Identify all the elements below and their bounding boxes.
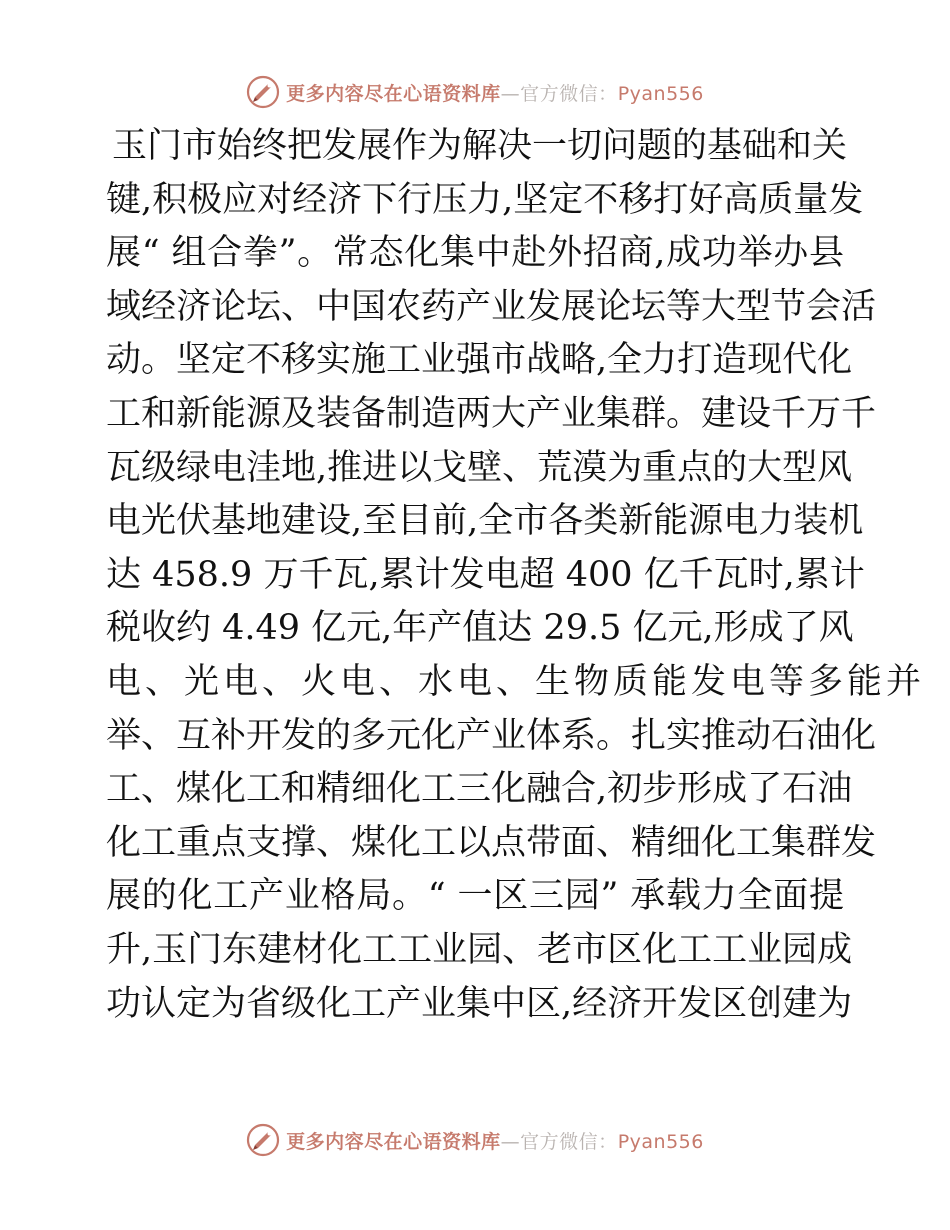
text-line: 税收约 4.49 亿元,年产值达 29.5 亿元,形成了风 [106, 608, 854, 649]
text-line: 达 458.9 万千瓦,累计发电超 400 亿千瓦时,累计 [106, 554, 865, 595]
main-paragraph [0, 120, 950, 1031]
text-line: 举、互补开发的多元化产业体系。扎实推动石油化 [106, 715, 877, 756]
banner-main-text: 更多内容尽在心语资料库 [286, 1130, 501, 1153]
brand-logo-icon [246, 1123, 280, 1157]
text-line: 动。坚定不移实施工业强市战略,全力打造现代化 [106, 340, 853, 381]
banner-wechat-label: 官方微信： [520, 82, 618, 105]
text-line: 化工重点支撑、煤化工以点带面、精细化工集群发 [106, 822, 877, 863]
text-line: 展的化工产业格局。“ 一区三园” 承载力全面提 [106, 876, 844, 917]
text-line: 电、光电、火电、水电、生物质能发电等多能并 [106, 661, 926, 702]
text-line: 键,积极应对经济下行压力,坚定不移打好高质量发 [106, 179, 864, 220]
text-line: 瓦级绿电洼地,推进以戈壁、荒漠为重点的大型风 [106, 447, 853, 488]
text-line: 工和新能源及装备制造两大产业集群。建设千万千 [106, 393, 877, 434]
banner-dash: — [500, 82, 521, 105]
footer-banner-text [286, 1127, 704, 1154]
header-banner [0, 72, 950, 112]
banner-dash: — [500, 1130, 521, 1153]
text-line: 功认定为省级化工产业集中区,经济开发区创建为 [106, 983, 853, 1024]
text-line: 玉门市始终把发展作为解决一切问题的基础和关 [112, 126, 848, 166]
text-line: 工、煤化工和精细化工三化融合,初步形成了石油 [106, 769, 853, 810]
banner-wechat-id: Pyan556 [617, 1130, 704, 1153]
banner-wechat-id: Pyan556 [617, 82, 704, 105]
text-line: 升,玉门东建材化工工业园、老市区化工工业园成 [106, 929, 853, 970]
text-line: 电光伏基地建设,至目前,全市各类新能源电力装机 [106, 501, 864, 542]
brand-logo-icon [246, 75, 280, 109]
footer-banner [0, 1120, 950, 1160]
text-line: 域经济论坛、中国农药产业发展论坛等大型节会活 [106, 286, 877, 327]
banner-wechat-label: 官方微信： [520, 1130, 618, 1153]
header-banner-text [286, 79, 704, 106]
text-line: 展“ 组合拳”。常态化集中赴外招商,成功举办县 [106, 233, 844, 274]
banner-main-text: 更多内容尽在心语资料库 [286, 82, 501, 105]
